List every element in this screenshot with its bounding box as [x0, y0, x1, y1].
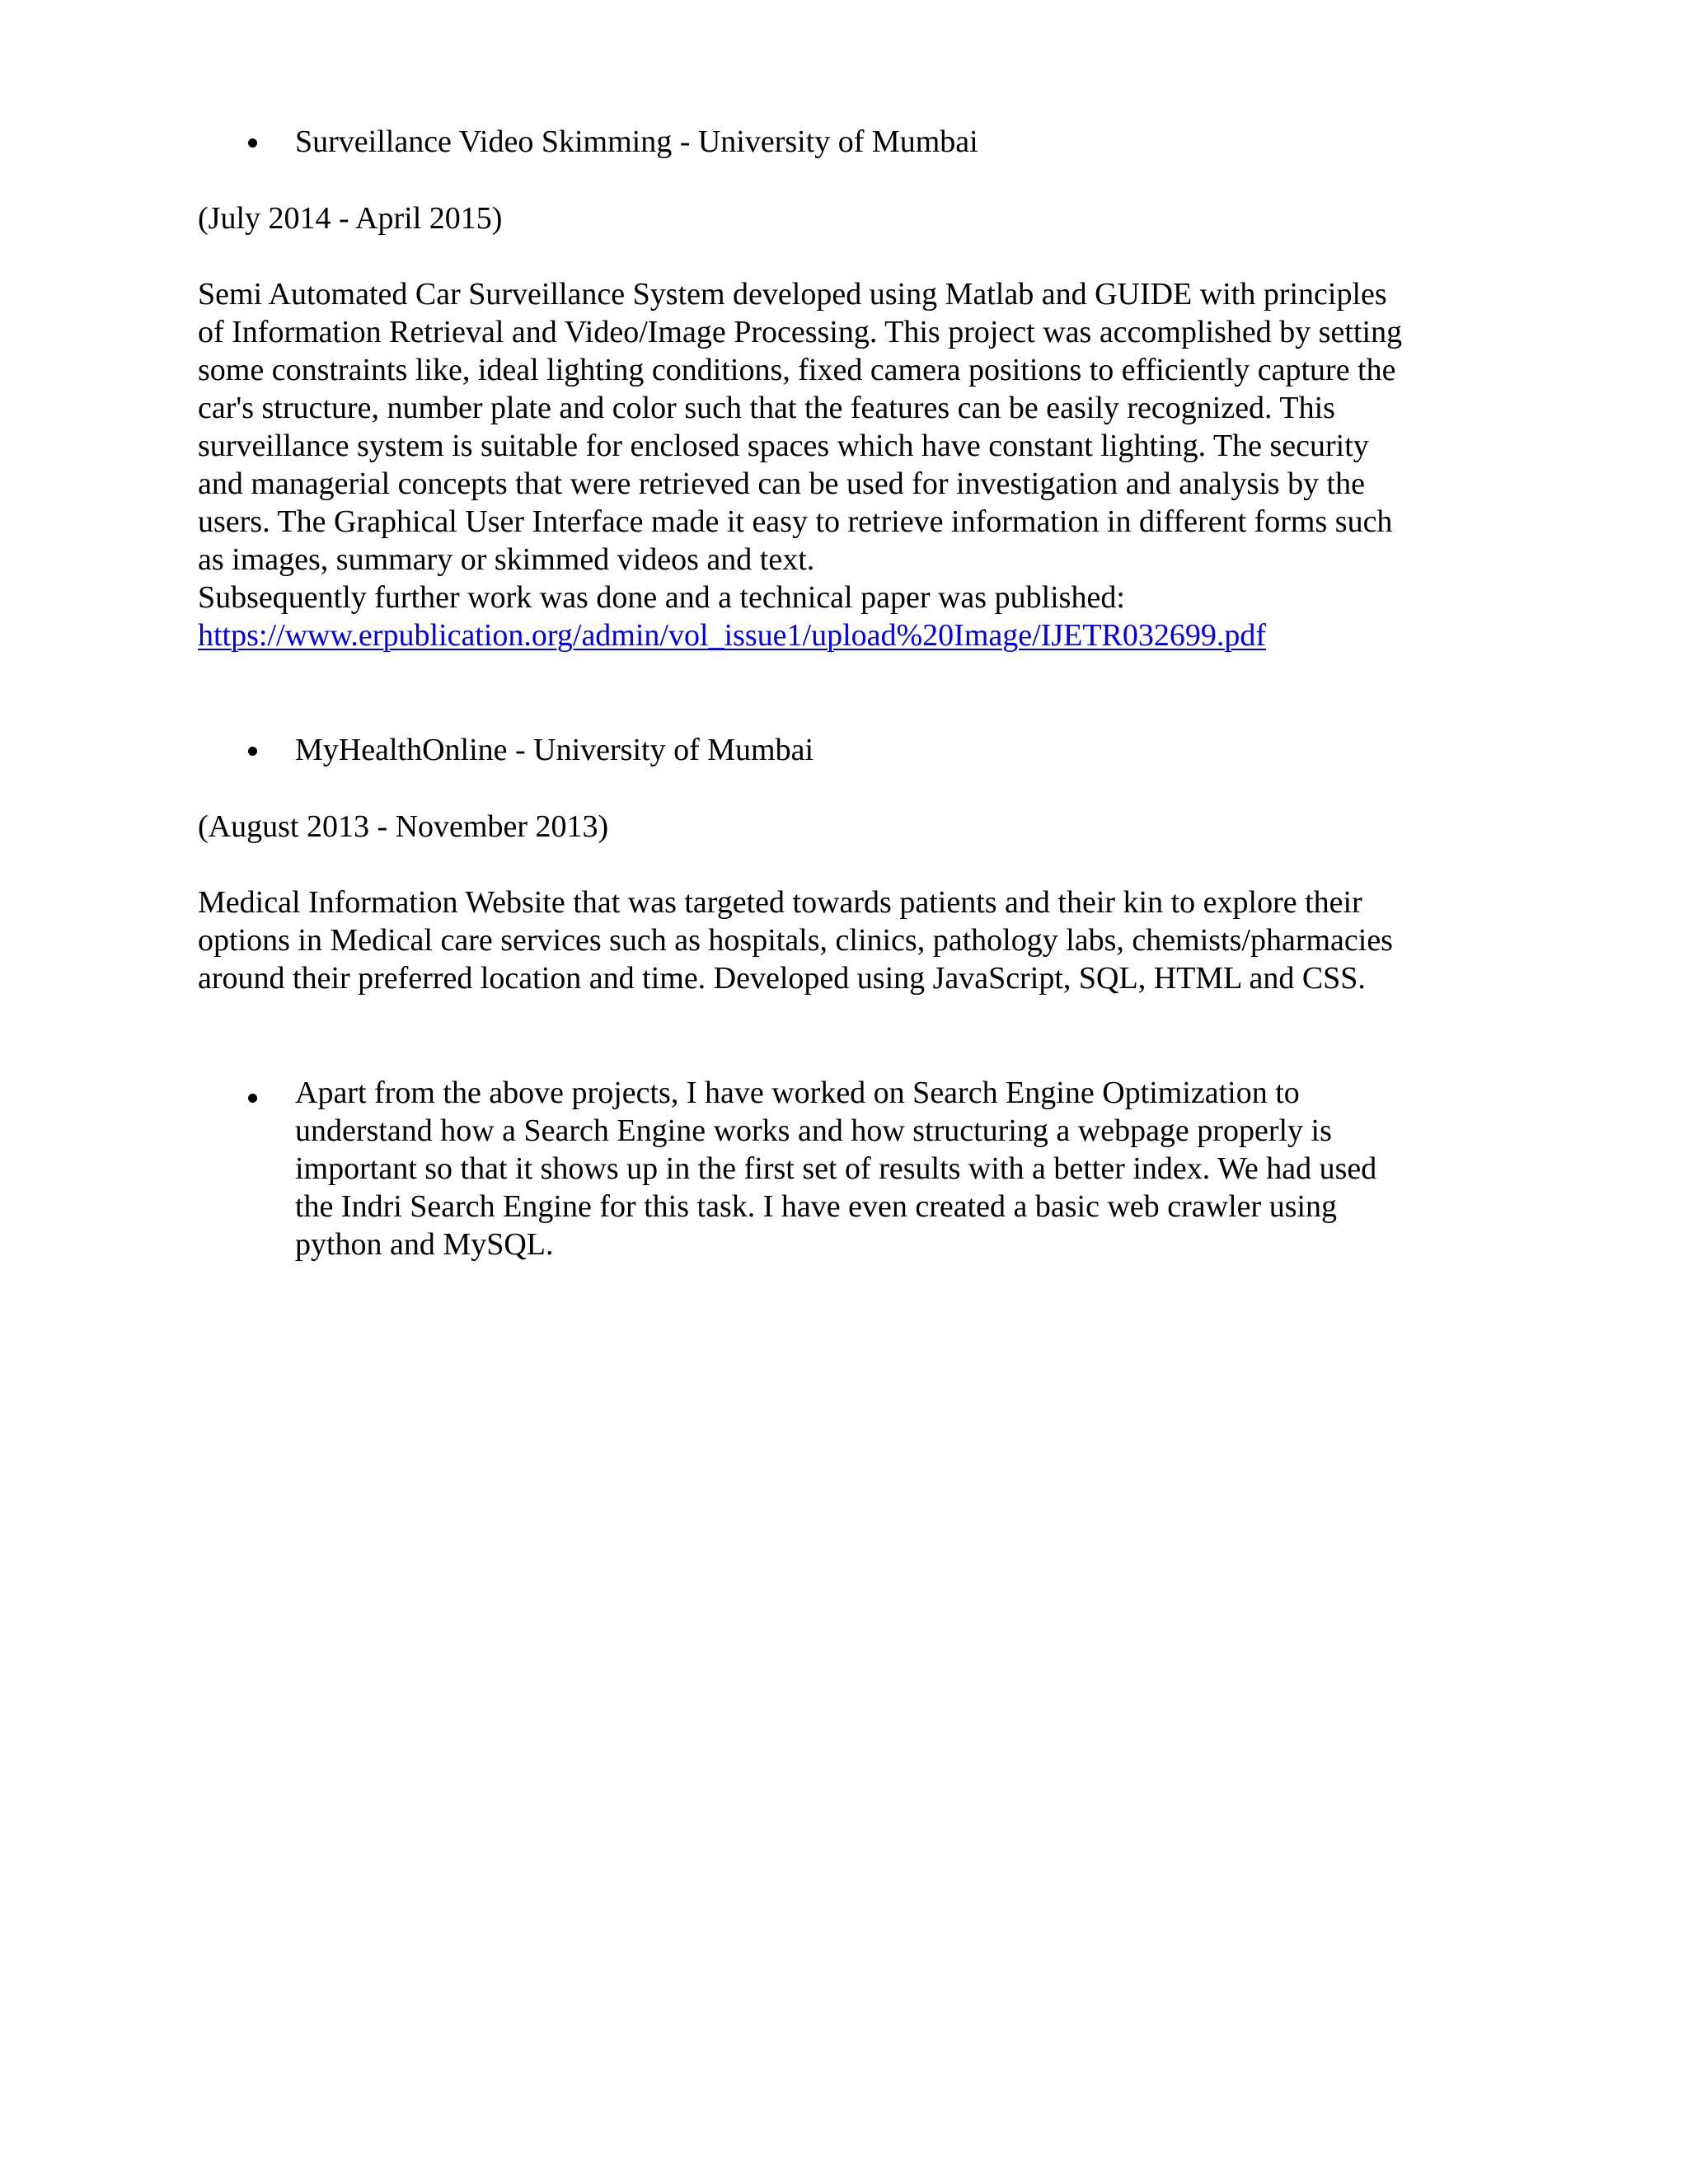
project-title: Surveillance Video Skimming - University of Mumbai — [295, 124, 978, 159]
description-line: some constraints like, ideal lighting conditions, fixed camera positions to efficiently capture the — [198, 353, 1396, 387]
bullet-icon — [248, 747, 257, 756]
description-line: Subsequently further work was done and a technical paper was published: — [198, 580, 1125, 615]
bullet-icon — [248, 1094, 257, 1103]
description-line: as images, summary or skimmed videos and text. — [198, 542, 815, 577]
description-line: options in Medical care services such as hospitals, clinics, pathology labs, chemists/pharmacies — [198, 923, 1393, 958]
description-line: of Information Retrieval and Video/Image Processing. This project was accomplished by setting — [198, 315, 1403, 349]
description-line: surveillance system is suitable for enclosed spaces which have constant lighting. The security — [198, 429, 1369, 463]
extra-projects-paragraph — [295, 1074, 1465, 1263]
project-dates: (July 2014 - April 2015) — [198, 201, 503, 236]
paper-link[interactable]: https://www.erpublication.org/admin/vol_issue1/upload%20Image/IJETR032699.pdf — [198, 618, 1267, 653]
description-line: around their preferred location and time. Developed using JavaScript, SQL, HTML and CSS. — [198, 961, 1366, 996]
extra-line: important so that it shows up in the first set of results with a better index. We had used — [295, 1151, 1377, 1186]
description-line: users. The Graphical User Interface made it easy to retrieve information in different forms such — [198, 504, 1393, 539]
paper-link-line — [198, 616, 1484, 654]
description-line: Semi Automated Car Surveillance System developed using Matlab and GUIDE with principles — [198, 277, 1387, 312]
project-description — [198, 275, 1484, 654]
project-dates: (August 2013 - November 2013) — [198, 809, 609, 844]
extra-line: python and MySQL. — [295, 1227, 554, 1262]
description-line: Medical Information Website that was targeted towards patients and their kin to explore their — [198, 885, 1362, 920]
project-description — [198, 883, 1484, 997]
description-line: car's structure, number plate and color such that the features can be easily recognized. This — [198, 391, 1335, 425]
project-title: MyHealthOnline - University of Mumbai — [295, 733, 814, 767]
description-line: and managerial concepts that were retrieved can be used for investigation and analysis by the — [198, 466, 1366, 501]
extra-line: Apart from the above projects, I have worked on Search Engine Optimization to — [295, 1076, 1300, 1110]
extra-line: understand how a Search Engine works and how structuring a webpage properly is — [295, 1113, 1332, 1148]
extra-line: the Indri Search Engine for this task. I have even created a basic web crawler using — [295, 1189, 1338, 1224]
bullet-icon — [248, 138, 257, 148]
